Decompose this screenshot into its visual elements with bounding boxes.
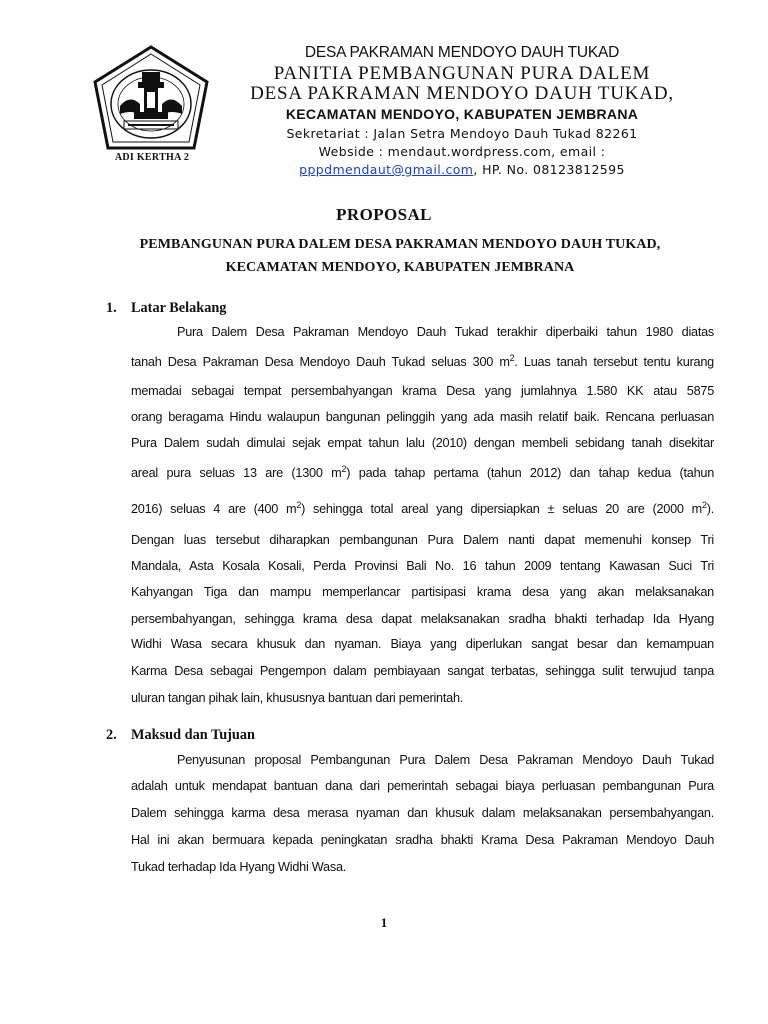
section-number: 1. [106, 300, 117, 316]
committee-name-line2: DESA PAKRAMAN MENDOYO DAUH TUKAD, [250, 83, 674, 104]
paragraph-line: Dalem sehingga karma desa merasa nyaman dan khusuk dalam melaksanakan persembahyangan. [131, 806, 714, 820]
paragraph-line: Penyusunan proposal Pembangunan Pura Dalem Desa Pakraman Mendoyo Dauh Tukad [177, 753, 714, 767]
section-title: Maksud dan Tujuan [131, 727, 255, 743]
secretariat-address: Sekretariat : Jalan Setra Mendoyo Dauh Tukad 82261 [286, 126, 638, 141]
paragraph-line: adalah untuk mendapat bantuan dana dari pemerintah sebagai biaya perluasan pembangunan Pura [131, 779, 714, 793]
district-name: KECAMATAN MENDOYO, KABUPATEN JEMBRANA [285, 106, 639, 122]
paragraph-line: Pura Dalem sudah dimulai sejak empat tahun lalu (2010) dengan membeli sebidang tanah disekitar [131, 436, 714, 450]
paragraph-line: 2016) seluas 4 are (400 $m^2$) sehingga total areal yang dipersiapkan ± seluas 20 are (2000 $m^2$). [131, 499, 714, 516]
paragraph-line: Karma Desa sebagai Pengempon dalam pembiayaan sangat terbatas, sehingga sulit terwujud tanpa [131, 664, 714, 678]
paragraph-line: memadai sebagai tempat persembahyangan krama Desa yang jumlahnya 1.580 KK atau 5875 [131, 384, 714, 398]
page-number: 1 [380, 915, 388, 930]
paragraph-line: persembahyangan, sehingga krama desa dapat melaksanakan sradha bhakti terhadap Ida Hyang [131, 612, 714, 626]
paragraph-line: Pura Dalem Desa Pakraman Mendoyo Dauh Tukad terakhir diperbaiki tahun 1980 diatas [177, 325, 714, 339]
paragraph-line: Dengan luas tersebut diharapkan pembangunan Pura Dalem nanti dapat memenuhi konsep Tri [131, 533, 714, 547]
website-line: Webside : mendaut.wordpress.com, email : [318, 144, 606, 159]
paragraph-line: orang beragama Hindu walaupun bangunan pelinggih yang ada masih relatif baik. Rencana perluasan [131, 410, 714, 424]
section-heading-purpose [106, 727, 255, 744]
logo-caption: ADI KERTHA 2 [114, 152, 190, 163]
email-link[interactable]: pppdmendaut@gmail.com [299, 162, 474, 177]
paragraph-line: tanah Desa Pakraman Desa Mendoyo Dauh Tukad seluas 300 $m^2$. Luas tanah tersebut tentu kurang [131, 352, 714, 369]
section-number: 2. [106, 727, 117, 743]
section-title: Latar Belakang [131, 300, 227, 316]
proposal-title: PROPOSAL [336, 205, 432, 224]
paragraph-line: Tukad terhadap Ida Hyang Widhi Wasa. [131, 860, 347, 874]
section-heading-background [106, 300, 226, 317]
paragraph-line: Hal ini akan bermuara kepada peningkatan sradha bhakti Krama Desa Pakraman Mendoyo Dauh [131, 833, 714, 847]
committee-name-line1: PANITIA PEMBANGUNAN PURA DALEM [273, 63, 651, 84]
proposal-subtitle-line1: PEMBANGUNAN PURA DALEM DESA PAKRAMAN MENDOYO DAUH TUKAD, [139, 237, 661, 252]
paragraph-line: Mandala, Asta Kosala Kosali, Perda Provinsi Bali No. 16 tahun 2009 tentang Kawasan Suci Tri [131, 559, 714, 573]
organization-name: DESA PAKRAMAN MENDOYO DAUH TUKAD [304, 44, 620, 61]
proposal-subtitle-line2: KECAMATAN MENDOYO, KABUPATEN JEMBRANA [225, 260, 575, 275]
paragraph-line: Kahyangan Tiga dan mampu memperlancar partisipasi krama desa yang akan melaksanakan [131, 585, 714, 599]
paragraph-line: uluran tangan pihak lain, khususnya bantuan dari pemerintah. [131, 691, 464, 705]
phone-number: , HP. No. 08123812595 [473, 162, 625, 177]
paragraph-line: Widhi Wasa secara khusuk dan nyaman. Biaya yang diperlukan sangat besar dan kemampuan [131, 637, 714, 651]
paragraph-line: areal pura seluas 13 are (1300 $m^2$) pada tahap pertama (tahun 2012) dan tahap kedua (tahun [131, 463, 715, 480]
contact-line [244, 162, 680, 177]
